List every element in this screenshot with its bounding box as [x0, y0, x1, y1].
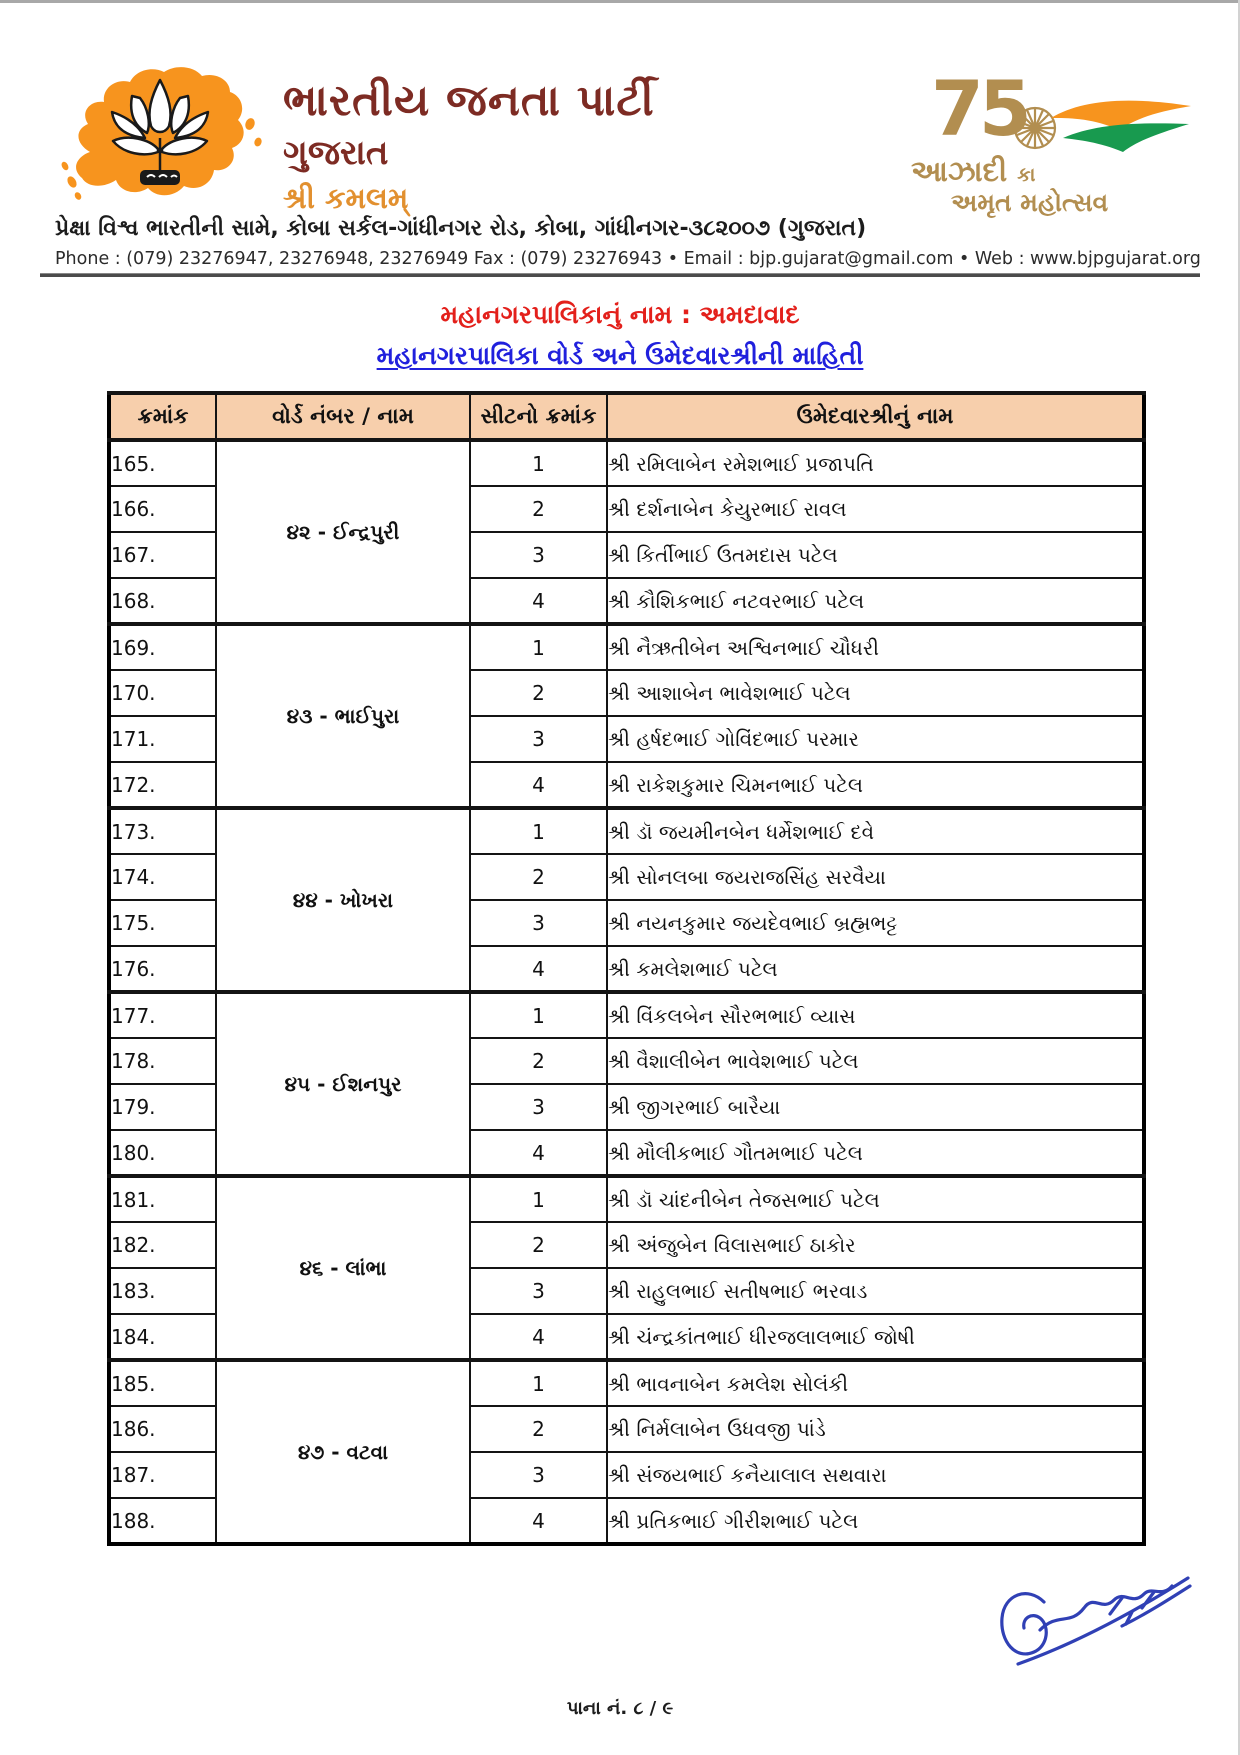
- ward-cell: ૪૪ - ખોખરા: [216, 808, 470, 992]
- candidate-cell: શ્રી ડૉ ચાંદનીબેન તેજસભાઈ પટેલ: [607, 1176, 1144, 1222]
- page-number: પાના નં. ૮ / ૯: [566, 1698, 674, 1719]
- seat-cell: 3: [470, 1084, 607, 1130]
- candidate-cell: શ્રી ભાવનાબેન કમલેશ સોલંકી: [607, 1360, 1144, 1406]
- table-row: [109, 1176, 1144, 1222]
- seat-cell: 2: [470, 486, 607, 532]
- candidate-cell: શ્રી રમિલાબેન રમેશભાઈ પ્રજાપતિ: [607, 440, 1144, 486]
- serial-cell: 166.: [109, 486, 216, 532]
- candidate-cell: શ્રી ચંન્દ્રકાંતભાઈ ધીરજલાલભાઈ જોષી: [607, 1314, 1144, 1360]
- office-address: પ્રેક્ષા વિશ્વ ભારતીની સામે, કોબા સર્કલ-ગાંધીનગર રોડ, કોબા, ગાંધીનગર-૩૮૨૦૦૭ (ગુજરાત): [55, 216, 867, 241]
- column-header: વોર્ડ નંબર / નામ: [216, 393, 470, 440]
- ward-cell: ૪૩ - ભાઈપુરા: [216, 624, 470, 808]
- candidate-cell: શ્રી હર્ષદભાઈ ગોવિંદભાઈ પરમાર: [607, 716, 1144, 762]
- corporation-title: મહાનગરપાલિકાનું નામ : અમદાવાદ: [440, 300, 800, 329]
- amrut-75-number: 75: [931, 64, 1027, 153]
- chakra-flag-icon: [1011, 94, 1201, 158]
- column-header: ક્રમાંક: [109, 393, 216, 440]
- serial-cell: 178.: [109, 1038, 216, 1084]
- ward-cell: ૪૭ - વટવા: [216, 1360, 470, 1544]
- serial-cell: 174.: [109, 854, 216, 900]
- candidate-cell: શ્રી રાહુલભાઈ સતીષભાઈ ભરવાડ: [607, 1268, 1144, 1314]
- amrut-mahotsav-logo: [893, 64, 1213, 220]
- candidate-cell: શ્રી ડૉ જયમીનબેન ધર્મેશભાઈ દવે: [607, 808, 1144, 854]
- seat-cell: 4: [470, 946, 607, 992]
- serial-cell: 188.: [109, 1498, 216, 1544]
- serial-cell: 181.: [109, 1176, 216, 1222]
- table-row: [109, 440, 1144, 486]
- candidate-cell: શ્રી આશાબેન ભાવેશભાઈ પટેલ: [607, 670, 1144, 716]
- serial-cell: 173.: [109, 808, 216, 854]
- serial-cell: 169.: [109, 624, 216, 670]
- ward-cell: ૪૨ - ઈન્દ્રપુરી: [216, 440, 470, 624]
- candidate-cell: શ્રી સોનલબા જયરાજસિંહ સરવૈયા: [607, 854, 1144, 900]
- candidate-cell: શ્રી મૌલીકભાઈ ગૌતમભાઈ પટેલ: [607, 1130, 1144, 1176]
- seat-cell: 1: [470, 1360, 607, 1406]
- amrut-line1: આઝાદી કા: [911, 154, 1036, 188]
- serial-cell: 177.: [109, 992, 216, 1038]
- party-office-name: શ્રી કમલમ્: [283, 181, 409, 215]
- candidate-cell: શ્રી જીગરભાઈ બારૈયા: [607, 1084, 1144, 1130]
- serial-cell: 165.: [109, 440, 216, 486]
- table-header-row: [109, 393, 1144, 440]
- serial-cell: 187.: [109, 1452, 216, 1498]
- serial-cell: 183.: [109, 1268, 216, 1314]
- seat-cell: 1: [470, 440, 607, 486]
- ward-cell: ૪૬ - લાંભા: [216, 1176, 470, 1360]
- candidate-cell: શ્રી કૌશિકભાઈ નટવરભાઈ પટેલ: [607, 578, 1144, 624]
- seat-cell: 2: [470, 854, 607, 900]
- candidate-cell: શ્રી વૈશાલીબેન ભાવેશભાઈ પટેલ: [607, 1038, 1144, 1084]
- column-header: ઉમેદવારશ્રીનું નામ: [607, 393, 1144, 440]
- party-state: ગુજરાત: [283, 133, 389, 173]
- seat-cell: 2: [470, 1222, 607, 1268]
- table-row: [109, 992, 1144, 1038]
- header-divider: [40, 273, 1200, 277]
- serial-cell: 184.: [109, 1314, 216, 1360]
- seat-cell: 1: [470, 1176, 607, 1222]
- candidate-cell: શ્રી પ્રતિકભાઈ ગીરીશભાઈ પટેલ: [607, 1498, 1144, 1544]
- seat-cell: 4: [470, 1498, 607, 1544]
- candidate-cell: શ્રી નયનકુમાર જયદેવભાઈ બ્રહ્મભટ્ટ: [607, 900, 1144, 946]
- table-row: [109, 624, 1144, 670]
- serial-cell: 172.: [109, 762, 216, 808]
- serial-cell: 170.: [109, 670, 216, 716]
- scan-edge-top: [0, 0, 1240, 3]
- seat-cell: 2: [470, 1406, 607, 1452]
- candidate-cell: શ્રી નૈઋતીબેન અશ્વિનભાઈ ચૌધરી: [607, 624, 1144, 670]
- serial-cell: 179.: [109, 1084, 216, 1130]
- column-header: સીટનો ક્રમાંક: [470, 393, 607, 440]
- candidate-cell: શ્રી દર્શનાબેન કેયુરભાઈ રાવલ: [607, 486, 1144, 532]
- serial-cell: 175.: [109, 900, 216, 946]
- serial-cell: 182.: [109, 1222, 216, 1268]
- seat-cell: 1: [470, 992, 607, 1038]
- seat-cell: 2: [470, 1038, 607, 1084]
- candidate-cell: શ્રી સંજયભાઈ કનૈયાલાલ સથવારા: [607, 1452, 1144, 1498]
- serial-cell: 186.: [109, 1406, 216, 1452]
- seat-cell: 3: [470, 1452, 607, 1498]
- seat-cell: 2: [470, 670, 607, 716]
- table-row: [109, 1360, 1144, 1406]
- table-row: [109, 808, 1144, 854]
- candidate-cell: શ્રી નિર્મલાબેન ઉધવજી પાંડે: [607, 1406, 1144, 1452]
- ward-cell: ૪૫ - ઈશનપુર: [216, 992, 470, 1176]
- serial-cell: 168.: [109, 578, 216, 624]
- candidate-cell: શ્રી કિર્તીભાઈ ઉતમદાસ પટેલ: [607, 532, 1144, 578]
- serial-cell: 185.: [109, 1360, 216, 1406]
- candidate-cell: શ્રી અંજુબેન વિલાસભાઈ ઠાકોર: [607, 1222, 1144, 1268]
- bjp-lotus-logo: [52, 60, 270, 212]
- serial-cell: 176.: [109, 946, 216, 992]
- seat-cell: 4: [470, 762, 607, 808]
- seat-cell: 1: [470, 624, 607, 670]
- lotus-splash-icon: [52, 60, 270, 212]
- seat-cell: 3: [470, 532, 607, 578]
- serial-cell: 167.: [109, 532, 216, 578]
- candidates-table: [107, 391, 1146, 1546]
- seat-cell: 3: [470, 716, 607, 762]
- seat-cell: 3: [470, 900, 607, 946]
- contact-info: Phone : (079) 23276947, 23276948, 23276949 Fax : (079) 23276943 • Email : bjp.gujarat@gmail.com • Web : www.bjpgujarat.org: [55, 249, 1201, 269]
- seat-cell: 3: [470, 1268, 607, 1314]
- candidate-cell: શ્રી રાકેશકુમાર ચિમનભાઈ પટેલ: [607, 762, 1144, 808]
- lotus-base: [140, 170, 180, 185]
- seat-cell: 4: [470, 1314, 607, 1360]
- serial-cell: 171.: [109, 716, 216, 762]
- seat-cell: 1: [470, 808, 607, 854]
- info-title: મહાનગરપાલિકા વોર્ડ અને ઉમેદવારશ્રીની માહિતી: [376, 341, 864, 370]
- serial-cell: 180.: [109, 1130, 216, 1176]
- handwritten-signature: [982, 1568, 1202, 1698]
- party-name: ભારતીય જનતા પાર્ટી: [283, 76, 655, 126]
- seat-cell: 4: [470, 578, 607, 624]
- seat-cell: 4: [470, 1130, 607, 1176]
- candidate-cell: શ્રી વિંકલબેન સૌરભભાઈ વ્યાસ: [607, 992, 1144, 1038]
- candidate-cell: શ્રી કમલેશભાઈ પટેલ: [607, 946, 1144, 992]
- amrut-line2: અમૃત મહોત્સવ: [951, 188, 1109, 217]
- table-wrap: [107, 391, 1146, 1546]
